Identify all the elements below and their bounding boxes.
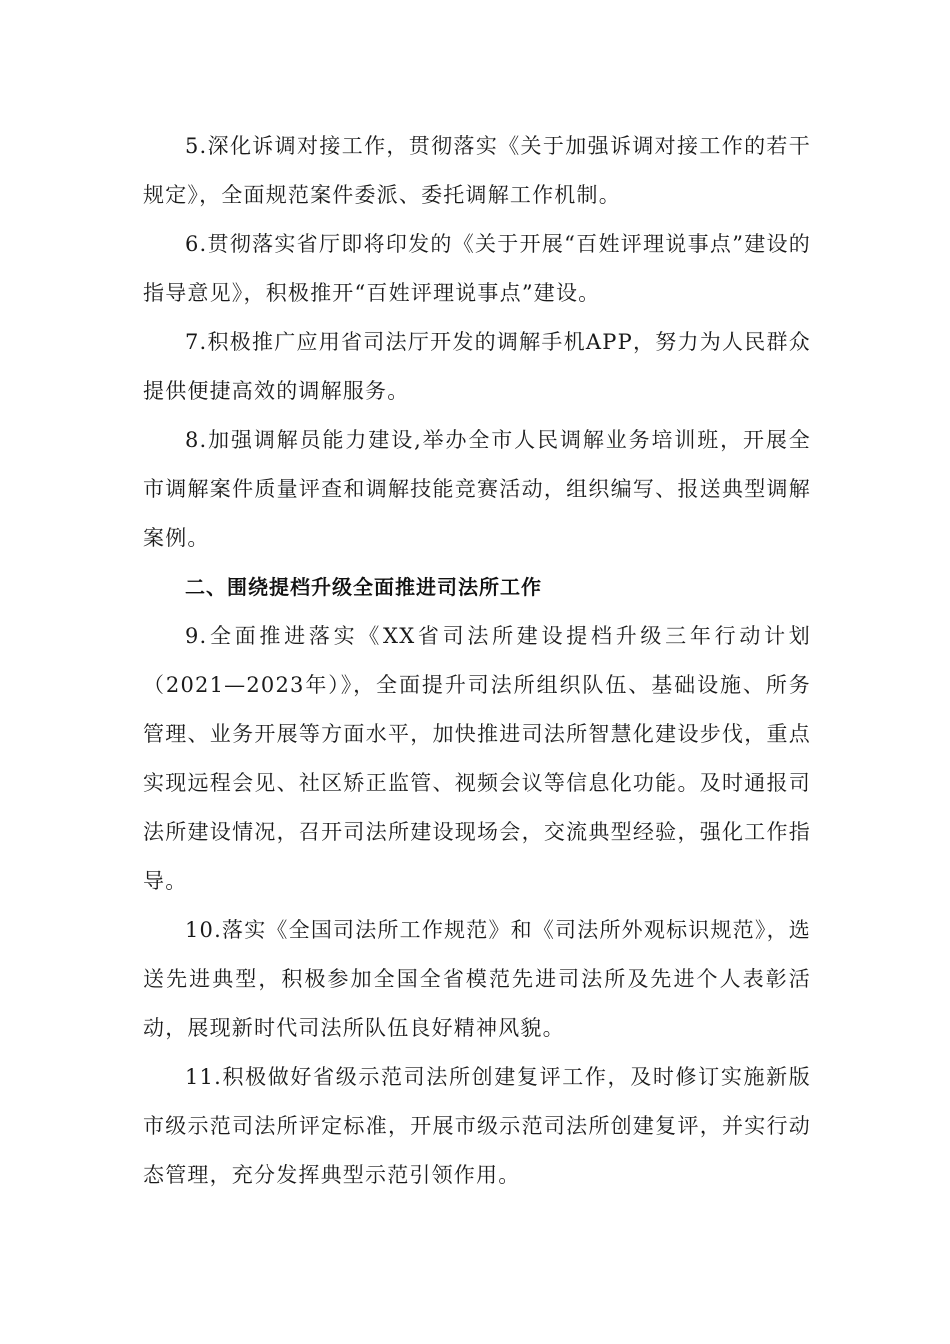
document-body [143, 122, 811, 1200]
paragraph-item-7: 7.积极推广应用省司法厅开发的调解手机APP，努力为人民群众提供便捷高效的调解服务。 [143, 330, 811, 403]
paragraph-item-10: 10.落实《全国司法所工作规范》和《司法所外观标识规范》，选送先进典型，积极参加全国全省模范先进司法所及先进个人表彰活动，展现新时代司法所队伍良好精神风貌。 [143, 918, 811, 1040]
paragraph-item-6: 6.贯彻落实省厅即将印发的《关于开展“百姓评理说事点”建设的指导意见》，积极推开“百姓评理说事点”建设。 [143, 232, 811, 305]
paragraph-item-9: 9.全面推进落实《XX省司法所建设提档升级三年行动计划（2021—2023年）》，全面提升司法所组织队伍、基础设施、所务管理、业务开展等方面水平，加快推进司法所智慧化建设步伐，重点实现远程会见、社区矫正监管、视频会议等信息化功能。及时通报司法所建设情况，召开司法所建设现场会，交流典型经验，强化工作指导。 [143, 624, 811, 893]
paragraph-item-11: 11.积极做好省级示范司法所创建复评工作，及时修订实施新版市级示范司法所评定标准，开展市级示范司法所创建复评，并实行动态管理，充分发挥典型示范引领作用。 [143, 1065, 811, 1187]
paragraph-item-5: 5.深化诉调对接工作，贯彻落实《关于加强诉调对接工作的若干规定》，全面规范案件委派、委托调解工作机制。 [143, 134, 811, 207]
paragraph-item-8: 8.加强调解员能力建设,举办全市人民调解业务培训班，开展全市调解案件质量评查和调解技能竞赛活动，组织编写、报送典型调解案例。 [143, 428, 811, 550]
section-heading-2: 二、围绕提档升级全面推进司法所工作 [185, 575, 542, 599]
